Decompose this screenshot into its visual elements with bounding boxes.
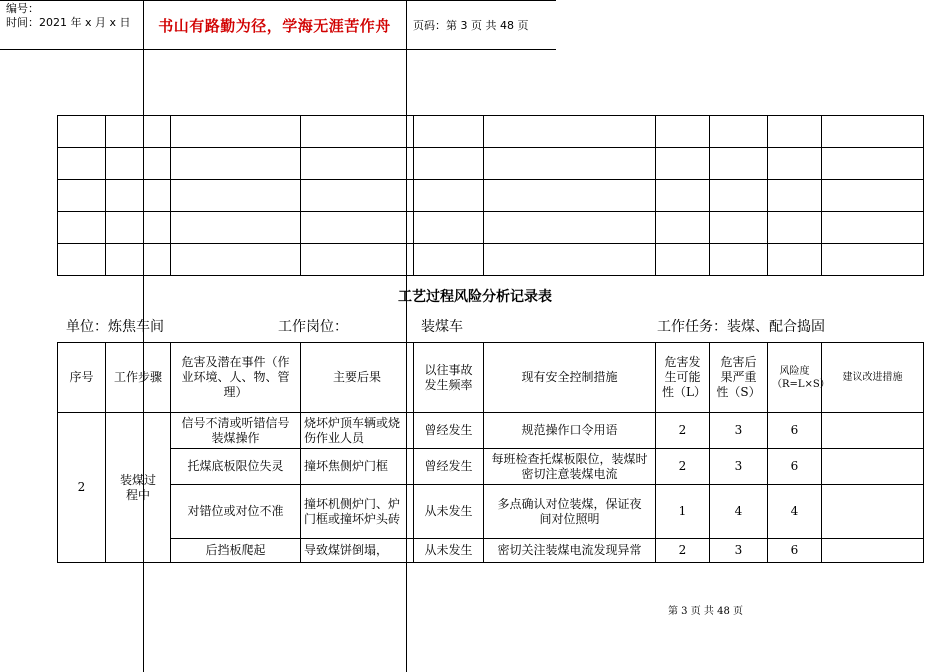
frequency-cell: 从未发生: [414, 539, 484, 563]
header-divider: [406, 0, 407, 672]
col-header: 建议改进措施: [822, 343, 924, 413]
likelihood-cell: 2: [656, 449, 710, 485]
risk-cell: 4: [768, 485, 822, 539]
table-header-row: [58, 343, 924, 413]
hazard-text: 信号不清或听错信号装煤操作: [181, 415, 290, 445]
unit-label: 单位：炼焦车间: [66, 319, 164, 335]
blank-row: [58, 212, 924, 244]
consequence-cell: [301, 413, 414, 449]
post-label: 工作岗位：: [278, 319, 348, 335]
row-number: 2: [58, 413, 106, 563]
hazard-cell: 托煤底板限位失灵: [171, 449, 301, 485]
control-cell: 规范操作口令用语: [484, 413, 656, 449]
col-header-text: 工作步骤: [114, 370, 163, 384]
control-text: 每班检查托煤板限位，装煤时密切注意装煤电流: [491, 451, 648, 481]
suggestion-cell: [822, 449, 924, 485]
severity-cell: 3: [710, 413, 768, 449]
severity-cell: 3: [710, 539, 768, 563]
col-header-text: 风险度（R=L×S）: [772, 365, 830, 390]
consequence-cell: [301, 485, 414, 539]
post-value: 装煤车: [421, 319, 463, 335]
page-label: 页码：第 3 页 共 48 页: [413, 19, 529, 32]
work-step: [106, 413, 171, 563]
likelihood-cell: 2: [656, 413, 710, 449]
col-header: 序号: [58, 343, 106, 413]
suggestion-cell: [822, 485, 924, 539]
severity-cell: 3: [710, 449, 768, 485]
suggestion-cell: [822, 413, 924, 449]
likelihood-cell: 1: [656, 485, 710, 539]
control-cell: 密切关注装煤电流发现异常: [484, 539, 656, 563]
work-step-text: 装煤过程中: [119, 472, 156, 502]
likelihood-cell: 2: [656, 539, 710, 563]
consequence-cell: [301, 449, 414, 485]
frequency-cell: 曾经发生: [414, 449, 484, 485]
consequence-cell: [301, 539, 414, 563]
col-header: 主要后果: [301, 343, 414, 413]
hazard-cell: [171, 413, 301, 449]
blank-table: [57, 115, 924, 276]
table-row: [58, 413, 924, 449]
page-title: 工艺过程风险分析记录表: [398, 289, 552, 305]
page-header: [0, 0, 556, 50]
task-label: 工作任务：装煤、配合捣固: [657, 319, 825, 335]
col-header: [171, 343, 301, 413]
risk-cell: 6: [768, 539, 822, 563]
col-header-text: 危害及潜在事件（作业环境、人、物、管理）: [181, 355, 290, 399]
consequence-text: 撞坏焦侧炉门框: [304, 459, 389, 473]
frequency-cell: 从未发生: [414, 485, 484, 539]
control-cell: [484, 449, 656, 485]
control-cell: [484, 485, 656, 539]
col-header-text: 危害后果严重性（S）: [716, 355, 761, 399]
col-header: [414, 343, 484, 413]
blank-row: [58, 180, 924, 212]
consequence-text: 撞坏机侧炉门、炉门框或撞坏炉头砖: [304, 496, 401, 526]
page-footer: 第 3 页 共 48 页: [668, 606, 743, 617]
table-row: [58, 539, 924, 563]
col-header-text: 危害发生可能性（L）: [662, 355, 706, 399]
time-label: 时间：2021 年 x 月 x 日: [6, 16, 131, 29]
col-header: [106, 343, 171, 413]
col-header-text: 以往事故发生频率: [424, 362, 473, 392]
col-header: 现有安全控制措施: [484, 343, 656, 413]
control-text: 多点确认对位装煤，保证夜间对位照明: [497, 496, 642, 526]
hazard-cell: 对错位或对位不准: [171, 485, 301, 539]
suggestion-cell: [822, 539, 924, 563]
risk-cell: 6: [768, 413, 822, 449]
consequence-text: 烧坏炉顶车辆或烧伤作业人员: [304, 415, 401, 445]
risk-table: [57, 342, 924, 563]
col-header: [710, 343, 768, 413]
blank-row: [58, 244, 924, 276]
col-header: [656, 343, 710, 413]
header-divider: [143, 0, 144, 672]
motto: 书山有路勤为径，学海无涯苦作舟: [158, 17, 391, 35]
blank-row: [58, 148, 924, 180]
severity-cell: 4: [710, 485, 768, 539]
blank-row: [58, 116, 924, 148]
frequency-cell: 曾经发生: [414, 413, 484, 449]
consequence-text: 导致煤饼倒塌，: [304, 543, 389, 557]
risk-cell: 6: [768, 449, 822, 485]
code-label: 编号：: [6, 2, 39, 15]
table-row: [58, 449, 924, 485]
col-header: [768, 343, 830, 413]
hazard-cell: 后挡板爬起: [171, 539, 301, 563]
table-row: [58, 485, 924, 539]
